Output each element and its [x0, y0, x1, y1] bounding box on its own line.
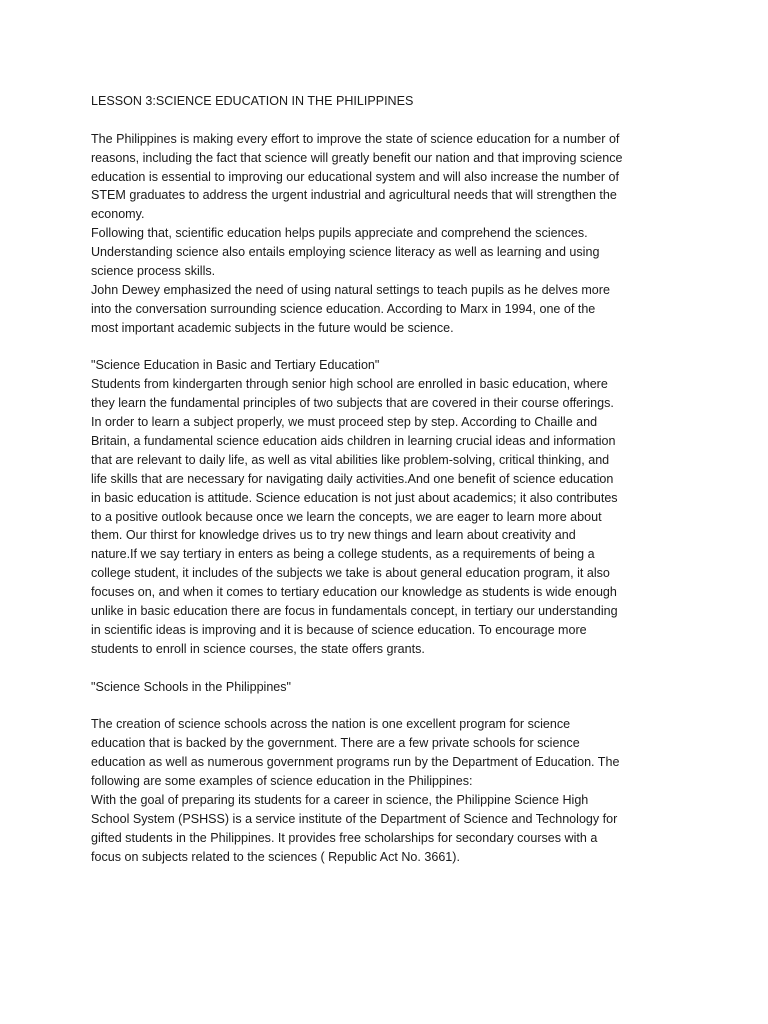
text-line: unlike in basic education there are focus in fundamentals concept, in tertiary our understanding: [91, 604, 618, 619]
text-line: following are some examples of science education in the Philippines:: [91, 774, 473, 789]
section-heading-science-schools: "Science Schools in the Philippines": [91, 679, 292, 694]
paragraph-spacer: [91, 338, 651, 357]
document-title: LESSON 3:SCIENCE EDUCATION IN THE PHILIPPINES: [91, 94, 414, 108]
science-schools-paragraph-1: [91, 715, 651, 791]
text-line: STEM graduates to address the urgent industrial and agricultural needs that will strengthen the: [91, 188, 617, 203]
text-line: them. Our thirst for knowledge drives us to try new things and learn about creativity and: [91, 528, 576, 543]
text-line: focus on subjects related to the sciences ( Republic Act No. 3661).: [91, 849, 460, 864]
intro-paragraph-2: [91, 224, 651, 281]
text-line: reasons, including the fact that science will greatly benefit our nation and that improving science: [91, 150, 623, 165]
text-line: they learn the fundamental principles of two subjects that are covered in their course offerings.: [91, 396, 614, 411]
text-line: focuses on, and when it comes to tertiary education our knowledge as students is wide enough: [91, 585, 617, 600]
text-line: college student, it includes of the subjects we take is about general education program, it also: [91, 566, 610, 581]
text-line: Following that, scientific education helps pupils appreciate and comprehend the sciences.: [91, 226, 588, 241]
text-line: The Philippines is making every effort to improve the state of science education for a number of: [91, 131, 620, 146]
text-line: in basic education is attitude. Science education is not just about academics; it also contributes: [91, 490, 618, 505]
science-schools-paragraph-2: [91, 791, 651, 867]
text-line: that are relevant to daily life, as well as vital abilities like problem-solving, critical thinking, and: [91, 452, 610, 467]
text-line: to a positive outlook because once we learn the concepts, we are eager to learn more about: [91, 509, 602, 524]
paragraph-spacer: [91, 111, 651, 130]
text-line: In order to learn a subject properly, we must proceed step by step. According to Chaille and: [91, 415, 598, 430]
section-basic-tertiary-body: [91, 375, 651, 658]
text-line: life skills that are necessary for navigating daily activities.And one benefit of science education: [91, 471, 614, 486]
text-line: gifted students in the Philippines. It provides free scholarships for secondary courses with a: [91, 830, 598, 845]
text-line: education that is backed by the government. There are a few private schools for science: [91, 736, 580, 751]
intro-paragraph-1: [91, 130, 651, 224]
section-heading-basic-tertiary: "Science Education in Basic and Tertiary Education": [91, 358, 380, 373]
text-line: students to enroll in science courses, the state offers grants.: [91, 641, 425, 656]
paragraph-spacer: [91, 659, 651, 678]
text-line: John Dewey emphasized the need of using natural settings to teach pupils as he delves more: [91, 282, 610, 297]
text-line: economy.: [91, 207, 145, 222]
paragraph-spacer: [91, 697, 651, 716]
text-line: science process skills.: [91, 264, 216, 279]
text-line: most important academic subjects in the future would be science.: [91, 320, 454, 335]
text-line: education as well as numerous government programs run by the Department of Education. The: [91, 755, 620, 770]
text-line: in scientific ideas is improving and it is because of science education. To encourage more: [91, 622, 587, 637]
text-line: Understanding science also entails employing science literacy as well as learning and using: [91, 245, 600, 260]
text-line: Students from kindergarten through senior high school are enrolled in basic education, where: [91, 377, 608, 392]
text-line: The creation of science schools across the nation is one excellent program for science: [91, 717, 571, 732]
document-page: [91, 92, 651, 867]
intro-paragraph-3: [91, 281, 651, 338]
text-line: nature.If we say tertiary in enters as being a college students, as a requirements of being a: [91, 547, 595, 562]
text-line: into the conversation surrounding science education. According to Marx in 1994, one of the: [91, 301, 596, 316]
text-line: Britain, a fundamental science education aids children in learning crucial ideas and information: [91, 434, 616, 449]
text-line: With the goal of preparing its students for a career in science, the Philippine Science High: [91, 792, 589, 807]
text-line: School System (PSHSS) is a service institute of the Department of Science and Technology for: [91, 811, 618, 826]
text-line: education is essential to improving our educational system and will also increase the number of: [91, 169, 619, 184]
